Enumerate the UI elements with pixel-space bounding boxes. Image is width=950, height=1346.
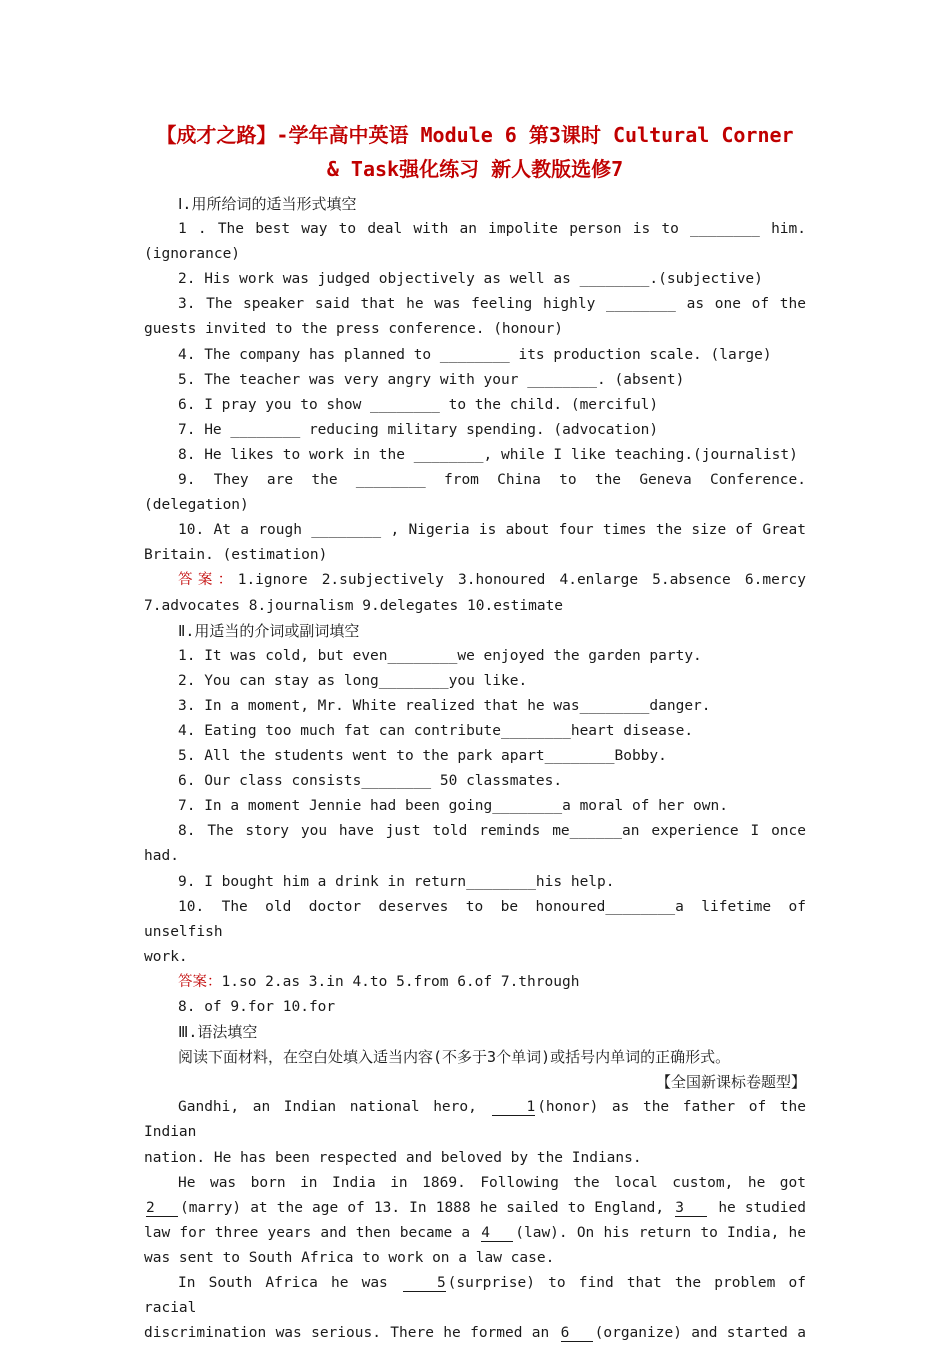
passage-text: (honor) as the father of the Indian (144, 1099, 806, 1141)
passage-line-1 (144, 1095, 806, 1145)
s2-answer-label: 答案： (178, 973, 222, 990)
s1-item-6: 6. I pray you to show ________ to the child. (merciful) (178, 396, 659, 413)
s2-item-10: 10. The old doctor deserves to be honoured________a lifetime of unselfish (144, 898, 806, 940)
title-line-2: & Task强化练习 新人教版选修7 (326, 157, 624, 181)
s1-item-2: 2. His work was judged objectively as well as ________.(subjective) (178, 271, 763, 288)
passage-line-4 (144, 1196, 806, 1221)
s2-item-8: 8. The story you have just told reminds me______an experience I once had. (144, 823, 806, 865)
s2-item-4: 4. Eating too much fat can contribute________heart disease. (178, 722, 694, 739)
blank-2[interactable]: 2 (146, 1200, 178, 1217)
passage-text: In South Africa he was (178, 1275, 401, 1292)
s1-item-3: 3. The speaker said that he was feeling highly ________ as one of the (178, 296, 806, 313)
passage-text: law for three years and then became a (144, 1224, 480, 1241)
s1-item-8: 8. He likes to work in the ________, while I like teaching.(journalist) (178, 446, 798, 463)
s2-item-7: 7. In a moment Jennie had been going________a moral of her own. (178, 798, 728, 815)
s2-item-2: 2. You can stay as long________you like. (178, 672, 528, 689)
passage-line-8 (144, 1321, 806, 1346)
s1-item-7: 7. He ________ reducing military spending. (advocation) (178, 421, 659, 438)
passage-line-5 (144, 1221, 806, 1246)
passage-text: (law). On his return to India, he (515, 1224, 806, 1241)
s1-answer-line-1 (144, 568, 806, 593)
s1-item-5: 5. The teacher was very angry with your ________. (absent) (178, 371, 685, 388)
passage-line-7 (144, 1271, 806, 1321)
s1-item-1: 1 . The best way to deal with an impolite person is to ________ him. (178, 221, 806, 238)
section-3-tag: 【全国新课标卷题型】 (655, 1073, 806, 1092)
blank-6[interactable]: 6 (561, 1325, 593, 1342)
s2-answer-line-2: 8. of 9.for 10.for (178, 999, 336, 1015)
blank-3[interactable]: 3 (675, 1200, 707, 1217)
s2-item-10-cont: work. (144, 948, 188, 965)
s2-answer-text-1: 1.so 2.as 3.in 4.to 5.from 6.of 7.through (221, 973, 580, 990)
section-1-heading: Ⅰ.用所给词的适当形式填空 (178, 195, 357, 213)
s1-answer-text-1: 1.ignore 2.subjectively 3.honoured 4.enlarge 5.absence 6.mercy (237, 572, 806, 589)
s1-item-10-cont: Britain. (estimation) (144, 547, 328, 564)
s1-item-1-cont: (ignorance) (144, 246, 241, 263)
s1-item-9: 9. They are the ________ from China to the Geneva Conference. (delegation) (144, 472, 806, 514)
section-3-heading: Ⅲ.语法填空 (178, 1023, 258, 1042)
s2-item-5: 5. All the students went to the park apart________Bobby. (178, 748, 667, 765)
s1-answer-line-2: 7.advocates 8.journalism 9.delegates 10.estimate (144, 597, 564, 614)
passage-text: (organize) and started a (594, 1325, 806, 1342)
s2-item-9: 9. I bought him a drink in return________his help. (178, 873, 615, 890)
passage-line-3: He was born in India in 1869. Following the local custom, he got (178, 1174, 806, 1191)
passage-text: (marry) at the age of 13. In 1888 he sailed to England, (180, 1199, 674, 1216)
title-line-1: 【成才之路】-学年高中英语 Module 6 第3课时 Cultural Corner (156, 123, 794, 147)
s1-item-10: 10. At a rough ________ , Nigeria is about four times the size of Great (178, 522, 806, 539)
s2-item-1: 1. It was cold, but even________we enjoyed the garden party. (178, 647, 702, 664)
blank-5[interactable]: 5 (403, 1275, 446, 1292)
document-title (144, 118, 806, 186)
passage-line-2: nation. He has been respected and beloved by the Indians. (144, 1149, 642, 1166)
s1-item-4: 4. The company has planned to ________ its production scale. (large) (178, 346, 772, 363)
s1-answer-label: 答案： (178, 572, 238, 589)
s2-answer-line-1 (144, 970, 806, 995)
document-page (144, 118, 806, 1346)
s2-item-6: 6. Our class consists________ 50 classmates. (178, 773, 563, 790)
passage-text: discrimination was serious. There he formed an (144, 1325, 559, 1342)
passage-text: he studied (709, 1199, 806, 1216)
blank-1[interactable]: 1 (492, 1099, 535, 1116)
blank-4[interactable]: 4 (481, 1225, 513, 1242)
passage-text: (surprise) to find that the problem of racial (144, 1275, 806, 1317)
s1-item-3-cont: guests invited to the press conference. (honour) (144, 321, 564, 338)
s2-item-3: 3. In a moment, Mr. White realized that he was________danger. (178, 697, 711, 714)
passage-line-6: was sent to South Africa to work on a law case. (144, 1249, 555, 1266)
section-2-heading: Ⅱ.用适当的介词或副词填空 (178, 621, 360, 640)
passage-text: Gandhi, an Indian national hero, (178, 1099, 491, 1116)
section-3-instruction: 阅读下面材料，在空白处填入适当内容(不多于3个单词)或括号内单词的正确形式。 (178, 1048, 731, 1067)
